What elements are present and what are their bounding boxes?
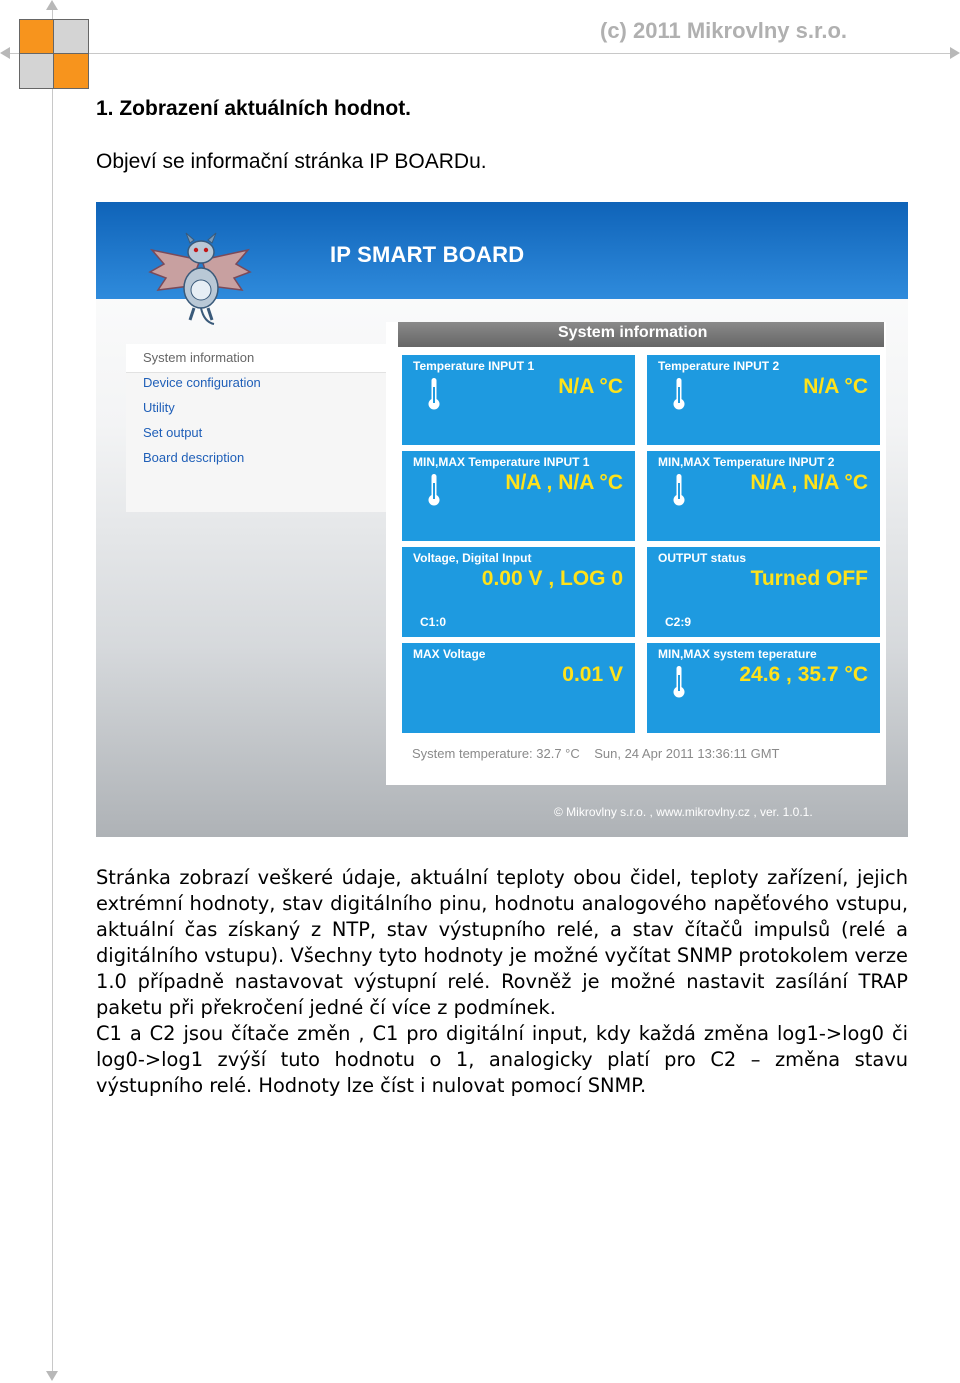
- crop-line-horizontal: [8, 53, 952, 54]
- panel-value: Turned OFF: [750, 567, 868, 590]
- ip-board-screenshot: [96, 202, 908, 837]
- sidebar-item-device-configuration[interactable]: Device configuration: [143, 375, 261, 390]
- panel-title: Temperature INPUT 2: [658, 359, 780, 373]
- panel-voltage-digital-input: [402, 547, 635, 637]
- screenshot-footer: © Mikrovlny s.r.o. , www.mikrovlny.cz , ver. 1.0.1.: [554, 805, 813, 819]
- paragraph-counters: C1 a C2 jsou čítače změn , C1 pro digitální input, kdy každá změna log1->log0 či log0->log1 zvýší tuto hodnotu o 1, analogicky platí pro C2 – změna stavu výstupního relé. Hodnoty lze číst i nulovat pomocí SNMP.: [96, 1022, 908, 1097]
- crop-line-vertical: [52, 8, 53, 1374]
- thermometer-icon: [428, 473, 440, 507]
- panel-title: MIN,MAX Temperature INPUT 2: [658, 455, 835, 469]
- panel-title: MIN,MAX Temperature INPUT 1: [413, 455, 590, 469]
- arrow-right-icon: [950, 47, 960, 59]
- panel-value: N/A °C: [803, 375, 868, 398]
- sidebar-item-utility[interactable]: Utility: [143, 400, 175, 415]
- panel-value: N/A , N/A °C: [505, 471, 623, 494]
- panel-output-status: [647, 547, 880, 637]
- system-status-line: System temperature: 32.7 °C Sun, 24 Apr 2011 13:36:11 GMT: [412, 746, 780, 761]
- panel-temperature-input-1: [402, 355, 635, 445]
- sidebar-menu: [126, 344, 386, 512]
- arrow-up-icon: [46, 0, 58, 10]
- panel-title: MIN,MAX system teperature: [658, 647, 817, 661]
- panel-title: OUTPUT status: [658, 551, 747, 565]
- intro-text: Objeví se informační stránka IP BOARDu.: [96, 150, 487, 173]
- sidebar-item-board-description[interactable]: Board description: [143, 450, 245, 465]
- paragraph-description: Stránka zobrazí veškeré údaje, aktuální teploty obou čidel, teploty zařízení, jejich extrémní hodnoty, stav digitálního pinu, hodnotu analogového napěťového vstupu, aktuální čas získaný z NTP, stav výstupního relé, a stav čítačů impulsů (relé a digitálního vstupu). Všechny tyto hodnoty je možné vyčítat SNMP protokolem verze 1.0 případně nastavovat výstupní relé. Rovněž je možné nastavit zasílání TRAP paketu při překročení jedné čí více z podmínek.: [96, 866, 908, 1019]
- panel-minmax-input-1: [402, 451, 635, 541]
- panel-value: 0.01 V: [562, 663, 623, 686]
- section-title: System information: [558, 324, 708, 341]
- panel-minmax-system-temperature: [647, 643, 880, 733]
- thermometer-icon: [673, 665, 685, 699]
- panel-max-voltage: [402, 643, 635, 733]
- copyright-text: (c) 2011 Mikrovlny s.r.o.: [600, 18, 848, 43]
- section-heading: 1. Zobrazení aktuálních hodnot.: [96, 97, 412, 120]
- panel-title: Temperature INPUT 1: [413, 359, 535, 373]
- content-area: [386, 322, 886, 785]
- sidebar-item-set-output[interactable]: Set output: [143, 425, 203, 440]
- app-title: IP SMART BOARD: [330, 242, 525, 267]
- panel-minmax-input-2: [647, 451, 880, 541]
- thermometer-icon: [673, 377, 685, 411]
- sidebar-item-system-information[interactable]: System information: [143, 350, 255, 365]
- dragon-logo-icon: [144, 230, 256, 325]
- panel-value: N/A , N/A °C: [750, 471, 868, 494]
- panel-value: 24.6 , 35.7 °C: [739, 663, 868, 686]
- panel-temperature-input-2: [647, 355, 880, 445]
- counter-c1: C1:0: [420, 615, 447, 629]
- panel-title: MAX Voltage: [413, 647, 486, 661]
- arrow-down-icon: [46, 1371, 58, 1381]
- thermometer-icon: [428, 377, 440, 411]
- panel-value: N/A °C: [558, 375, 623, 398]
- section-title-bar: [398, 322, 884, 347]
- counter-c2: C2:9: [665, 615, 692, 629]
- panel-title: Voltage, Digital Input: [413, 551, 532, 565]
- thermometer-icon: [673, 473, 685, 507]
- body-text: [96, 865, 908, 1099]
- panel-value: 0.00 V , LOG 0: [481, 567, 623, 590]
- arrow-left-icon: [0, 47, 10, 59]
